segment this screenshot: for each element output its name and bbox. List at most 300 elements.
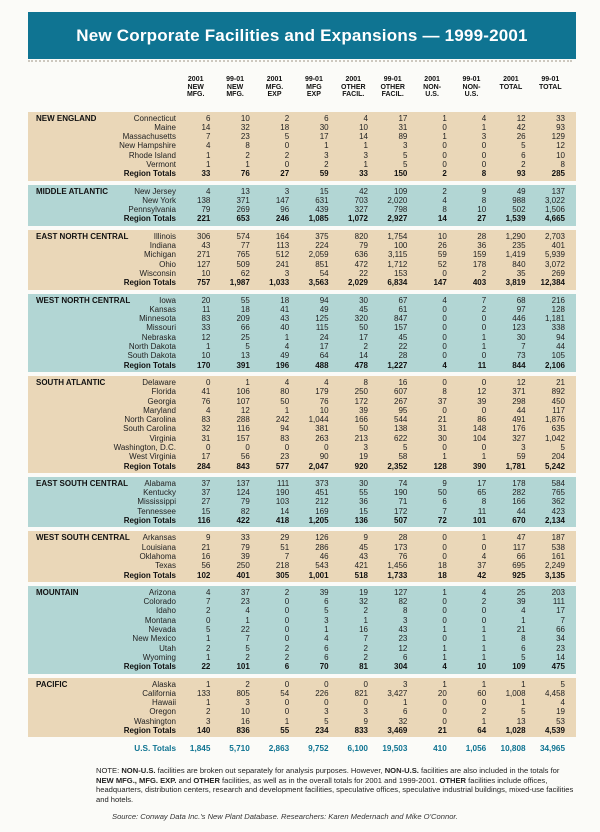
row-label: Texas	[155, 561, 176, 571]
state-row	[36, 160, 570, 169]
value-cell: 21	[201, 542, 211, 552]
value-cell: 4	[363, 113, 368, 123]
value-cell: 4	[560, 698, 565, 708]
state-row	[36, 123, 570, 132]
value-cell: 32	[398, 716, 408, 726]
value-cell: 17	[201, 452, 211, 462]
value-cell: 6	[402, 707, 408, 717]
value-cell: 1	[363, 141, 368, 151]
value-cell: 1,033	[269, 278, 290, 288]
value-cell: 5	[402, 159, 408, 169]
region-label	[36, 424, 124, 433]
value-cell: 17	[319, 342, 329, 352]
note-text-segment: NOTE:	[96, 766, 122, 776]
value-cell: 607	[394, 387, 408, 397]
value-cell: 6	[324, 643, 329, 653]
value-cell: 137	[551, 186, 565, 196]
value-cell: 36	[477, 241, 487, 251]
value-cell: 35	[516, 268, 526, 278]
region-label	[36, 662, 124, 671]
value-cell: 41	[201, 387, 211, 397]
value-cell: 8	[521, 634, 526, 644]
value-cell: 10	[477, 205, 487, 215]
value-cell: 851	[315, 259, 329, 269]
state-row	[36, 323, 570, 332]
value-cell: 1,781	[505, 461, 526, 471]
row-label: Wisconsin	[139, 268, 176, 278]
value-cell: 2,020	[387, 195, 408, 205]
value-cell: 20	[437, 688, 447, 698]
row-label: Region Totals	[123, 278, 176, 288]
region-band-middle-atlantic	[28, 185, 576, 226]
row-label: Pennsylvania	[128, 205, 176, 215]
region-label	[36, 314, 124, 323]
value-cell: 190	[275, 488, 290, 498]
value-cell: 0	[284, 141, 290, 151]
value-cell: 164	[275, 231, 290, 241]
value-cell: 19	[359, 452, 368, 462]
column-header-line: FACIL.	[342, 91, 365, 98]
value-cell: 216	[551, 295, 565, 305]
value-cell: 10	[201, 351, 211, 361]
value-cell: 0	[442, 351, 447, 361]
column-header-line: 99-01	[541, 76, 560, 83]
value-cell: 0	[481, 405, 487, 415]
value-cell: 0	[284, 443, 290, 452]
value-cell: 6	[205, 113, 211, 123]
value-cell: 439	[315, 205, 329, 215]
value-cell: 0	[481, 443, 487, 452]
value-cell: 1	[205, 342, 211, 352]
value-cell: 45	[398, 332, 408, 342]
value-cell: 30	[516, 332, 526, 342]
column-header	[452, 76, 491, 99]
value-cell: 2,029	[347, 278, 368, 288]
value-cell: 16	[201, 551, 211, 561]
state-row	[36, 342, 570, 351]
state-row	[36, 305, 570, 314]
value-cell: 2	[481, 597, 487, 607]
row-label: Mississippi	[137, 497, 176, 507]
value-cell: 76	[201, 396, 211, 406]
value-cell: 0	[442, 405, 447, 415]
value-cell: 13	[240, 186, 250, 196]
state-row	[36, 415, 570, 424]
region-totals-row	[36, 462, 570, 471]
value-cell: 4,665	[544, 214, 565, 224]
value-cell: 0	[442, 141, 447, 151]
value-cell: 509	[236, 259, 250, 269]
value-cell: 37	[240, 587, 250, 597]
column-header-line: 2001	[424, 76, 440, 83]
value-cell: 50	[359, 323, 368, 333]
row-label: Delaware	[142, 377, 176, 387]
value-cell: 282	[512, 488, 526, 498]
value-cell: 403	[472, 278, 487, 288]
state-row	[36, 241, 570, 250]
state-row	[36, 488, 570, 497]
region-label: MOUNTAIN	[36, 587, 79, 597]
row-label: Colorado	[143, 597, 176, 607]
value-cell: 695	[512, 561, 526, 571]
value-cell: 8	[481, 195, 487, 205]
value-cell: 83	[201, 314, 211, 324]
value-cell: 8	[442, 205, 447, 215]
value-cell: 285	[551, 169, 565, 179]
value-cell: 224	[315, 241, 329, 251]
value-cell: 17	[359, 332, 368, 342]
column-header	[531, 76, 570, 99]
region-label: PACIFIC	[36, 679, 68, 689]
region-label	[36, 260, 124, 269]
value-cell: 635	[551, 424, 565, 434]
value-cell: 1	[521, 679, 526, 689]
value-cell: 1	[205, 634, 211, 644]
note-text-segment: facilities include offices, headquarters, distribution centers, research and development facilities, speculative offices, speculative industrial buildings, mixed-use facilities and hotels.	[96, 775, 574, 804]
value-cell: 1	[442, 587, 447, 597]
value-cell: 153	[394, 268, 408, 278]
state-row	[36, 424, 570, 433]
value-cell: 90	[319, 452, 329, 462]
value-cell: 5	[521, 141, 526, 151]
value-cell: 375	[315, 231, 329, 241]
value-cell: 0	[442, 443, 447, 452]
value-cell: 6	[402, 652, 408, 662]
value-cell: 129	[551, 132, 565, 142]
value-cell: 234	[315, 726, 329, 736]
value-cell: 30	[437, 433, 447, 443]
region-totals-row	[36, 662, 570, 671]
value-cell: 502	[512, 205, 526, 215]
value-cell: 97	[516, 304, 526, 314]
value-cell: 821	[354, 688, 368, 698]
value-cell: 6	[521, 150, 526, 160]
value-cell: 31	[201, 433, 211, 443]
value-cell: 3	[521, 443, 526, 452]
value-cell: 371	[236, 195, 250, 205]
note-bold-term: OTHER	[193, 775, 220, 785]
value-cell: 1	[521, 698, 526, 708]
region-label	[36, 196, 124, 205]
region-label	[36, 653, 124, 662]
value-cell: 584	[551, 478, 565, 488]
value-cell: 203	[551, 587, 565, 597]
value-cell: 28	[398, 533, 408, 543]
value-cell: 86	[477, 415, 487, 425]
value-cell: 6,834	[387, 278, 408, 288]
value-cell: 138	[197, 195, 211, 205]
value-cell: 703	[354, 195, 368, 205]
value-cell: 0	[442, 615, 447, 625]
value-cell: 0	[481, 150, 487, 160]
value-cell: 136	[354, 516, 368, 526]
value-cell: 381	[315, 424, 329, 434]
region-label	[36, 561, 124, 570]
value-cell: 62	[240, 268, 250, 278]
value-cell: 27	[201, 497, 211, 507]
value-cell: 64	[319, 351, 329, 361]
column-header-line: U.S.	[464, 91, 479, 98]
value-cell: 1,290	[505, 231, 526, 241]
region-band-mountain	[28, 586, 576, 674]
value-cell: 4	[324, 377, 329, 387]
region-label	[36, 160, 124, 169]
value-cell: 3,072	[544, 259, 565, 269]
value-cell: 263	[315, 433, 329, 443]
value-cell: 13	[516, 716, 526, 726]
value-cell: 1	[481, 452, 487, 462]
value-cell: 2	[442, 186, 447, 196]
value-cell: 401	[551, 241, 565, 251]
value-cell: 288	[236, 415, 250, 425]
value-cell: 0	[442, 533, 447, 543]
value-cell: 187	[551, 533, 565, 543]
value-cell: 4	[442, 662, 447, 672]
value-cell: 29	[280, 533, 290, 543]
value-cell: 401	[236, 570, 250, 580]
value-cell: 12	[240, 405, 250, 415]
value-cell: 176	[512, 424, 526, 434]
state-row	[36, 616, 570, 625]
state-row	[36, 434, 570, 443]
region-label	[36, 323, 124, 332]
value-cell: 212	[315, 497, 329, 507]
value-cell: 147	[275, 195, 290, 205]
value-cell: 1	[205, 698, 211, 708]
state-row	[36, 561, 570, 570]
value-cell: 362	[551, 497, 565, 507]
value-cell: 93	[516, 169, 526, 179]
value-cell: 1,085	[308, 214, 329, 224]
value-cell: 2	[363, 643, 368, 653]
value-cell: 8	[481, 497, 487, 507]
state-row	[36, 552, 570, 561]
region-label	[36, 397, 124, 406]
value-cell: 1	[481, 652, 487, 662]
value-cell: 79	[359, 241, 368, 251]
value-cell: 988	[512, 195, 526, 205]
value-cell: 218	[275, 561, 290, 571]
region-label	[36, 151, 124, 160]
value-cell: 371	[512, 387, 526, 397]
value-cell: 5	[324, 716, 329, 726]
region-label	[36, 214, 124, 223]
value-cell: 79	[201, 205, 211, 215]
value-cell: 105	[551, 351, 565, 361]
value-cell: 1	[205, 652, 211, 662]
row-label: Region Totals	[123, 662, 176, 672]
value-cell: 475	[551, 662, 565, 672]
row-label: Kentucky	[143, 488, 176, 498]
region-label	[36, 726, 124, 735]
value-cell: 5	[324, 606, 329, 616]
value-cell: 670	[512, 516, 526, 526]
value-cell: 39	[240, 551, 250, 561]
value-cell: 14	[556, 652, 565, 662]
column-header-line: OTHER	[380, 83, 405, 91]
value-cell: 1	[481, 679, 487, 689]
value-cell: 3	[402, 141, 408, 151]
value-cell: 65	[477, 488, 487, 498]
region-label: EAST SOUTH CENTRAL	[36, 478, 128, 488]
row-label: Illinois	[153, 231, 176, 241]
value-cell: 33	[556, 113, 565, 123]
value-cell: 0	[442, 150, 447, 160]
value-cell: 1	[324, 625, 329, 635]
value-cell: 23	[240, 132, 250, 142]
value-cell: 82	[398, 597, 408, 607]
value-cell: 204	[551, 452, 565, 462]
value-cell: 21	[437, 726, 447, 736]
value-cell: 2,352	[387, 461, 408, 471]
value-cell: 242	[275, 415, 290, 425]
row-label: Region Totals	[123, 360, 176, 370]
value-cell: 0	[442, 122, 447, 132]
value-cell: 0	[324, 443, 329, 452]
value-cell: 16	[240, 716, 250, 726]
value-cell: 33	[201, 323, 211, 333]
region-band-pacific	[28, 678, 576, 738]
value-cell: 920	[354, 461, 368, 471]
value-cell: 0	[442, 707, 447, 717]
value-cell: 34	[556, 634, 565, 644]
value-cell: 7	[205, 597, 211, 607]
value-cell: 286	[315, 542, 329, 552]
state-row	[36, 314, 570, 323]
row-label: Region Totals	[123, 516, 176, 526]
row-label: Alabama	[144, 478, 176, 488]
region-label	[36, 342, 124, 351]
value-cell: 37	[437, 396, 447, 406]
value-cell: 23	[280, 452, 290, 462]
value-cell: 1	[245, 615, 250, 625]
value-cell: 418	[275, 516, 290, 526]
value-cell: 209	[236, 314, 250, 324]
value-cell: 423	[551, 506, 565, 516]
state-row	[36, 114, 570, 123]
region-label	[36, 333, 124, 342]
column-header-line: MFG.	[226, 91, 244, 98]
value-cell: 0	[481, 351, 487, 361]
value-cell: 76	[240, 169, 250, 179]
value-cell: 7	[205, 132, 211, 142]
value-cell: 42	[359, 186, 368, 196]
value-cell: 631	[315, 195, 329, 205]
value-cell: 4	[205, 186, 211, 196]
value-cell: 250	[236, 561, 250, 571]
value-cell: 757	[197, 278, 211, 288]
value-cell: 327	[354, 205, 368, 215]
value-cell: 1	[363, 615, 368, 625]
value-cell: 9	[481, 186, 487, 196]
value-cell: 4	[324, 634, 329, 644]
value-cell: 1	[442, 452, 447, 462]
region-label	[36, 689, 124, 698]
value-cell: 8	[363, 377, 368, 387]
value-cell: 622	[394, 433, 408, 443]
value-cell: 95	[398, 405, 408, 415]
region-label	[36, 205, 124, 214]
state-row	[36, 606, 570, 615]
region-totals-row	[36, 278, 570, 287]
region-label	[36, 516, 124, 525]
table-body	[0, 112, 600, 738]
row-label: Oregon	[149, 707, 176, 717]
value-cell: 3,022	[544, 195, 565, 205]
row-label: Virginia	[149, 433, 176, 443]
value-cell: 19	[359, 587, 368, 597]
value-cell: 178	[472, 259, 487, 269]
column-header-line: MFG	[306, 83, 322, 91]
value-cell: 157	[236, 433, 250, 443]
value-cell: 54	[280, 688, 290, 698]
note-bold-term: NON-U.S.	[121, 766, 156, 776]
value-cell: 22	[398, 342, 408, 352]
region-label	[36, 606, 124, 615]
value-cell: 2	[481, 707, 487, 717]
column-header	[491, 76, 530, 99]
value-cell: 844	[512, 360, 526, 370]
row-label: West Virginia	[129, 452, 176, 462]
value-cell: 1	[481, 634, 487, 644]
region-label	[36, 132, 124, 141]
region-column-spacer	[36, 76, 124, 99]
value-cell: 1	[481, 332, 487, 342]
region-band-west-south-central	[28, 531, 576, 581]
value-cell: 7	[481, 295, 487, 305]
value-cell: 4	[481, 113, 487, 123]
value-cell: 6	[324, 652, 329, 662]
value-cell: 1,712	[387, 259, 408, 269]
region-label	[36, 351, 124, 360]
value-cell: 190	[394, 488, 408, 498]
row-label: New Mexico	[132, 634, 176, 644]
region-band-new-england	[28, 112, 576, 181]
value-cell: 1	[402, 698, 408, 708]
column-header	[255, 76, 294, 99]
value-cell: 7	[560, 615, 565, 625]
row-label: Nebraska	[141, 332, 176, 342]
region-totals-row	[36, 361, 570, 370]
value-cell: 49	[319, 304, 329, 314]
value-cell: 4	[442, 360, 447, 370]
value-cell: 2	[284, 652, 290, 662]
column-header-line: 99-01	[383, 76, 402, 83]
value-cell: 1	[442, 652, 447, 662]
state-row	[36, 588, 570, 597]
row-label: Hawaii	[151, 698, 176, 708]
value-cell: 124	[236, 488, 250, 498]
us-total-value: 1,056	[465, 744, 487, 754]
value-cell: 81	[359, 662, 368, 672]
note-bold-term: NON-U.S.	[384, 766, 419, 776]
value-cell: 1	[205, 679, 211, 689]
row-label: Washington, D.C.	[113, 443, 176, 452]
value-cell: 26	[437, 241, 447, 251]
value-cell: 0	[205, 443, 211, 452]
state-row	[36, 378, 570, 387]
note-text-segment: facilities, as well as in the overall totals for 2001 and 1999-2001.	[219, 775, 440, 785]
value-cell: 14	[280, 506, 290, 516]
value-cell: 1	[245, 377, 250, 387]
us-total-value: 6,100	[347, 744, 368, 754]
value-cell: 5	[560, 443, 565, 452]
value-cell: 544	[394, 415, 408, 425]
region-label	[36, 497, 124, 506]
value-cell: 9	[363, 533, 368, 543]
value-cell: 133	[197, 688, 211, 698]
value-cell: 37	[477, 561, 487, 571]
